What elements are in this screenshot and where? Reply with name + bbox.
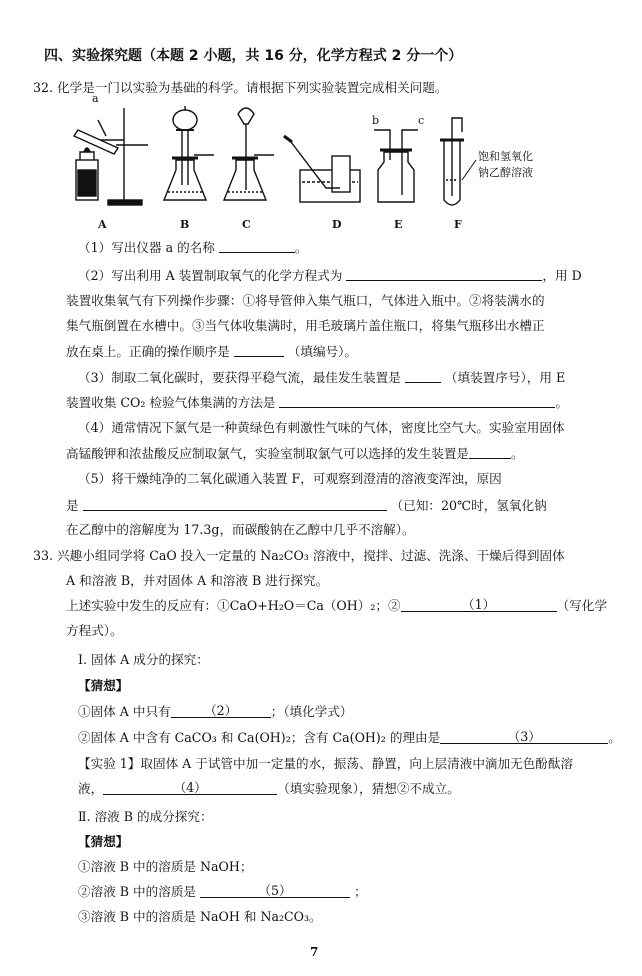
label-a: a: [92, 92, 99, 105]
f-note-line2: 钠乙醇溶液: [478, 166, 533, 179]
q32-p5-line3: 在乙醇中的溶解度为 17.3g，而碳酸钠在乙醇中几乎不溶解）。: [66, 522, 415, 537]
q32-p4-line2: 高锰酸钾和浓盐酸反应制取氯气，实验室制取氯气可以选择的发生装置是 。: [66, 446, 524, 461]
q32-p3-line1: （3）制取二氧化碳时，要获得平稳气流，最佳发生装置是 （填装置序号），用 E: [78, 370, 566, 385]
apparatus-a: [74, 108, 148, 205]
q32-p5-line1: （5）将干燥纯净的二氧化碳通入装置 F，可观察到澄清的溶液变浑浊，原因: [78, 471, 502, 486]
answer-blank-q32-1[interactable]: [219, 239, 295, 253]
f-note-line1: 饱和氢氧化: [478, 150, 533, 163]
answer-blank-q32-3-device[interactable]: [405, 369, 441, 383]
lab-apparatus-figure: [68, 92, 568, 240]
answer-blank-q32-2[interactable]: [346, 267, 542, 281]
q32-intro: 32. 化学是一门以实验为基础的科学。请根据下列实验装置完成相关问题。: [33, 80, 448, 95]
apparatus-d: [284, 136, 360, 202]
answer-blank-q32-5[interactable]: [83, 497, 387, 511]
q33-experiment1-line1: 【实验 1】取固体 A 于试管中加一定量的水，振荡、静置，向上层清液中滴加无色酚酞溶: [78, 756, 574, 771]
apparatus-e: [374, 130, 418, 202]
answer-blank-q33-3[interactable]: （3）: [440, 730, 608, 744]
answer-blank-q33-5[interactable]: （5）: [200, 884, 350, 898]
apparatus-label-e: E: [394, 218, 403, 231]
q33-line1: 33. 兴趣小组同学将 CaO 投入一定量的 Na₂CO₃ 溶液中，搅拌、过滤、洗涤、干燥后得到固体: [33, 548, 565, 563]
q32-p2-line2: 装置收集氧气有下列操作步骤：①将导管伸入集气瓶口，气体进入瓶中。②将装满水的: [66, 293, 545, 308]
q32-p4-line1: （4）通常情况下氯气是一种黄绿色有刺激性气味的气体，密度比空气大。实验室用固体: [78, 420, 565, 435]
answer-blank-q33-4[interactable]: （4）: [103, 781, 277, 795]
label-c: c: [418, 114, 425, 127]
q33-guess2-item3: ③溶液 B 中的溶质是 NaOH 和 Na₂CO₃。: [78, 909, 322, 924]
apparatus-label-c: C: [242, 218, 251, 231]
answer-blank-q33-1[interactable]: （1）: [401, 598, 557, 612]
q33-guess1-item1: ①固体 A 中只有 （2） ；（填化学式）: [78, 703, 353, 719]
q33-guess1-heading: 【猜想】: [78, 678, 129, 693]
answer-blank-q33-2[interactable]: （2）: [171, 704, 271, 718]
q33-line2: A 和溶液 B，并对固体 A 和溶液 B 进行探究。: [66, 573, 329, 588]
apparatus-b: [164, 106, 214, 200]
q32-p2-line3: 集气瓶倒置在水槽中。③当气体收集满时，用毛玻璃片盖住瓶口，将集气瓶移出水槽正: [66, 318, 545, 333]
q33-guess1-item2: ②固体 A 中含有 CaCO₃ 和 Ca(OH)₂；含有 Ca(OH)₂ 的理由是 （3） 。: [78, 729, 621, 745]
q32-p1: （1）写出仪器 a 的名称 。: [78, 240, 308, 255]
q33-part1-heading: Ⅰ. 固体 A 成分的探究：: [78, 652, 209, 667]
apparatus-label-d: D: [332, 218, 342, 231]
page-number: 7: [310, 945, 319, 959]
apparatus-c: [224, 108, 274, 200]
section-title: 四、实验探究题（本题 2 小题，共 16 分，化学方程式 2 分一个）: [44, 48, 463, 64]
q33-experiment1-line2: 液， （4） （填实验现象），猜想②不成立。: [78, 780, 460, 796]
apparatus-label-f: F: [454, 218, 462, 231]
q33-guess2-item1: ①溶液 B 中的溶质是 NaOH；: [78, 859, 253, 874]
answer-blank-q32-4[interactable]: [469, 445, 511, 459]
q33-line3: 上述实验中发生的反应有：①CaO+H₂O＝Ca（OH）₂；② （1） （写化学: [66, 597, 607, 613]
q33-guess2-item2: ②溶液 B 中的溶质是 （5） ；: [78, 883, 367, 899]
apparatus-label-b: B: [180, 218, 190, 231]
label-b: b: [372, 114, 380, 127]
q32-p2-line4: 放在桌上。正确的操作顺序是 （填编号）。: [66, 344, 358, 359]
q33-line4: 方程式）。: [66, 623, 123, 638]
q32-p3-line2: 装置收集 CO₂ 检验气体集满的方法是 。: [66, 395, 568, 410]
q33-part2-heading: Ⅱ. 溶液 B 的成分探究：: [78, 809, 213, 824]
q32-p2-line1: （2）写出利用 A 装置制取氧气的化学方程式为 ，用 D: [78, 268, 582, 283]
apparatus-f: [440, 118, 476, 205]
q33-guess2-heading: 【猜想】: [78, 834, 129, 849]
answer-blank-q32-2-order[interactable]: [234, 343, 284, 357]
apparatus-label-a: A: [98, 218, 107, 231]
q32-p5-line2: 是 （已知：20℃时，氢氧化钠: [66, 498, 547, 513]
answer-blank-q32-3-method[interactable]: [279, 394, 555, 408]
